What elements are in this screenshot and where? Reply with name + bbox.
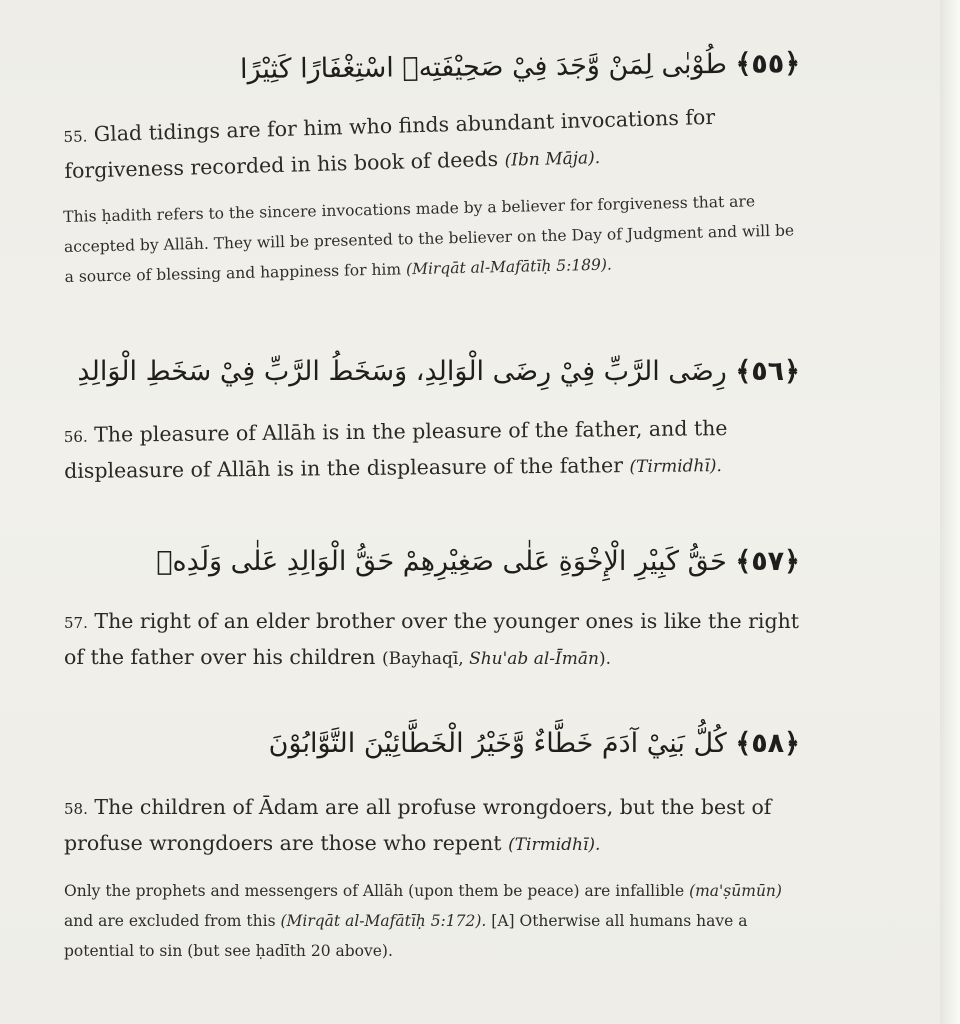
source-end: ).	[598, 649, 611, 669]
hadith-marker: ﴿٥٦﴾	[735, 356, 800, 387]
source-book: Shu'ab al-Īmān	[469, 649, 599, 669]
commentary-text-c: [A] Otherwise all humans have a potential to sin (but see ḥadīth 20 above).	[64, 912, 748, 960]
hadith-source: (Tirmidhī).	[508, 835, 601, 855]
hadith-source: (Ibn Māja).	[504, 148, 601, 171]
translation-58	[64, 790, 804, 862]
arabic-text: حَقُّ كَبِيْرِ الْإِخْوَةِ عَلٰى صَغِيْرِهِمْ حَقُّ الْوَالِدِ عَلٰى وَلَدِهٖ	[156, 546, 727, 577]
translation-text: Glad tidings are for him who finds abundant invocations for forgiveness recorded in his book of deeds	[64, 104, 716, 183]
commentary-term: (ma'ṣūmūn)	[689, 882, 782, 900]
page-edge	[940, 0, 960, 1024]
commentary-source: (Mirqāt al-Mafātīḥ 5:189).	[405, 255, 613, 279]
arabic-hadith-58	[269, 728, 800, 759]
translation-text: The right of an elder brother over the younger ones is like the right of the father over his children	[64, 609, 800, 669]
commentary-text: This ḥadith refers to the sincere invocations made by a believer for forgiveness that are accepted by Allāh. They will be presented to the believer on the Day of Judgment and will be a source of blessing and happiness for him	[63, 192, 795, 286]
commentary-58	[64, 876, 804, 966]
hadith-marker: ﴿٥٧﴾	[735, 546, 800, 577]
translation-text: The children of Ādam are all profuse wrongdoers, but the best of profuse wrongdoers are those who repent	[64, 795, 772, 855]
arabic-hadith-56	[77, 356, 800, 387]
commentary-text-a: Only the prophets and messengers of Allāh (upon them be peace) are infallible	[64, 882, 685, 900]
commentary-text-b: and are excluded from this	[64, 912, 276, 930]
commentary-55	[63, 185, 805, 292]
arabic-text: كُلُّ بَنِيْ آدَمَ خَطَّاءٌ وَّخَيْرُ الْخَطَّائِيْنَ التَّوَّابُوْنَ	[268, 728, 727, 759]
hadith-marker: ﴿٥٥﴾	[735, 48, 801, 80]
commentary-source: (Mirqāt al-Mafātīḥ 5:172).	[280, 912, 487, 930]
arabic-hadith-57	[156, 546, 800, 577]
hadith-number: 58.	[64, 800, 88, 818]
translation-57	[64, 604, 804, 676]
hadith-number: 56.	[63, 427, 88, 447]
hadith-marker: ﴿٥٨﴾	[735, 728, 800, 759]
translation-text: The pleasure of Allāh is in the pleasure of the father, and the displeasure of Allāh is in the displeasure of the father	[64, 416, 728, 483]
arabic-text: رِضَى الرَّبِّ فِيْ رِضَى الْوَالِدِ، وَسَخَطُ الرَّبِّ فِيْ سَخَطِ الْوَالِدِ	[77, 356, 727, 387]
hadith-number: 57.	[64, 614, 88, 632]
translation-56	[64, 410, 805, 490]
translation-55	[63, 97, 805, 190]
hadith-source: (Tirmidhī).	[629, 456, 723, 478]
arabic-hadith-55	[240, 48, 800, 85]
hadith-source	[382, 649, 611, 669]
hadith-number: 55.	[63, 127, 88, 147]
source-collector: (Bayhaqī,	[382, 649, 464, 669]
arabic-text: طُوْبٰى لِمَنْ وَّجَدَ فِيْ صَحِيْفَتِهٖ اسْتِغْفَارًا كَثِيْرًا	[239, 48, 727, 85]
